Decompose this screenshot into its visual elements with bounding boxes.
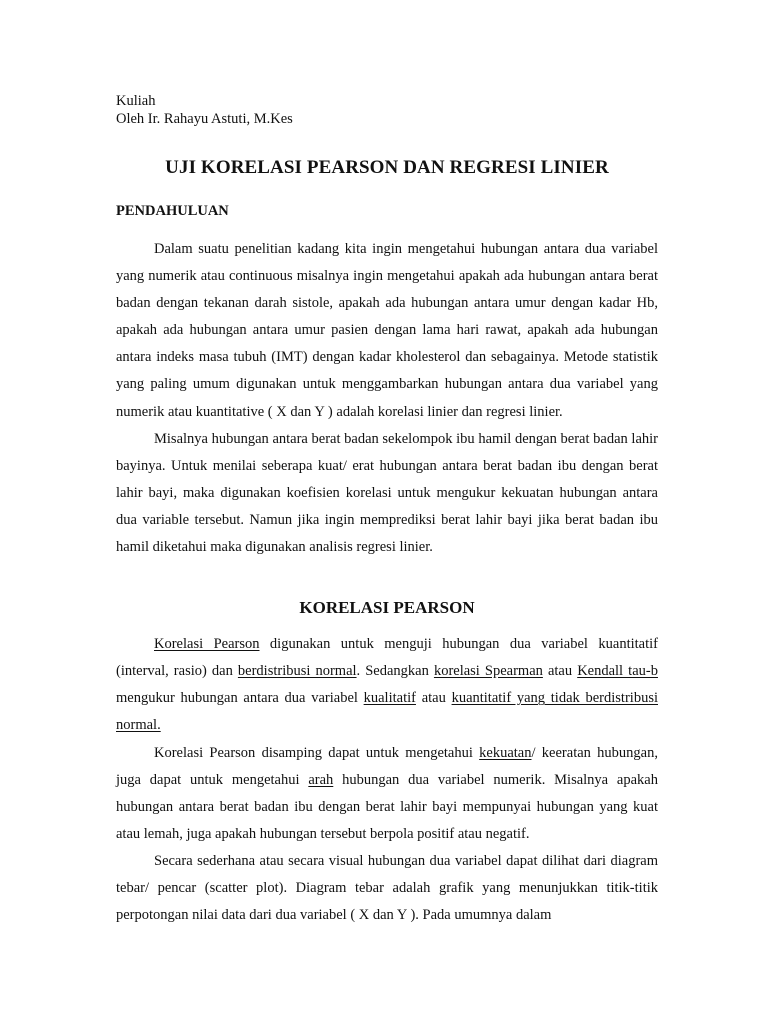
document-title: UJI KORELASI PEARSON DAN REGRESI LINIER bbox=[165, 157, 609, 178]
document-page bbox=[116, 92, 658, 929]
pendahuluan-paragraph-2: Misalnya hubungan antara berat badan sekelompok ibu hamil dengan berat badan lahir bayinya. Untuk menilai seberapa kuat/ erat hubungan antara berat badan ibu dengan berat lahir bayi, maka digunakan koefisien korelasi untuk mengukur kekuatan hubungan antara dua variable tersebut. Namun jika ingin memprediksi berat lahir bayi jika berat badan ibu hamil diketahui maka digunakan analisis regresi linier. bbox=[116, 430, 658, 556]
paragraph-text: mengukur hubungan antara dua variabel bbox=[116, 690, 364, 707]
paragraph-text: Korelasi Pearson disamping dapat untuk mengetahui bbox=[154, 744, 480, 761]
korelasi-paragraph-2 bbox=[116, 740, 658, 848]
underlined-term: Korelasi Pearson bbox=[154, 636, 260, 653]
paragraph-text: digunakan untuk menguji hubungan dua variabel kuantitatif (interval, rasio) dan bbox=[116, 636, 659, 680]
underlined-term: berdistribusi normal bbox=[237, 663, 357, 680]
paragraph-text: atau bbox=[542, 663, 578, 680]
underlined-term: kuantitatif yang tidak berdistribusi normal. bbox=[116, 690, 658, 734]
paragraph-text: atau bbox=[415, 690, 452, 707]
underlined-term: korelasi Spearman bbox=[433, 663, 543, 680]
underlined-term: kekuatan bbox=[479, 744, 532, 761]
section-heading-korelasi-pearson: KORELASI PEARSON bbox=[299, 598, 475, 618]
author-line: Oleh Ir. Rahayu Astuti, M.Kes bbox=[116, 111, 293, 127]
underlined-term: kualitatif bbox=[363, 690, 416, 707]
section-heading-pendahuluan: PENDAHULUAN bbox=[116, 203, 229, 219]
course-label: Kuliah bbox=[116, 93, 156, 109]
korelasi-paragraph-3: Secara sederhana atau secara visual hubungan dua variabel dapat dilihat dari diagram tebar/ pencar (scatter plot). Diagram tebar adalah grafik yang menunjukkan titik-titik perpotongan nilai data dari dua variabel ( X dan Y ). Pada umumnya dalam bbox=[116, 852, 658, 924]
paragraph-text: . Sedangkan bbox=[356, 663, 434, 680]
underlined-term: arah bbox=[308, 771, 334, 788]
underlined-term: Kendall tau-b bbox=[577, 663, 658, 680]
paragraph-text: hubungan dua variabel numerik. Misalnya apakah hubungan antara berat badan ibu dengan berat lahir bayi mempunyai hubungan yang kuat atau lemah, juga apakah hubungan tersebut berpola positif atau negatif. bbox=[116, 771, 658, 842]
korelasi-paragraph-1 bbox=[116, 631, 658, 739]
paragraph-text: / keeratan hubungan, juga dapat untuk mengetahui bbox=[116, 744, 658, 788]
pendahuluan-paragraph-1: Dalam suatu penelitian kadang kita ingin mengetahui hubungan antara dua variabel yang numerik atau continuous misalnya ingin mengetahui apakah ada hubungan antara berat badan dengan tekanan darah sistole, apakah ada hubungan antara umur dengan kadar Hb, apakah ada hubungan antara umur pasien dengan lama hari rawat, apakah ada hubungan antara indeks masa tubuh (IMT) dengan kadar kholesterol dan sebagainya. Metode statistik yang paling umum digunakan untuk menggambarkan hubungan antara dua variabel yang numerik atau kuantitative ( X dan Y ) adalah korelasi linier dan regresi linier. bbox=[116, 241, 658, 420]
